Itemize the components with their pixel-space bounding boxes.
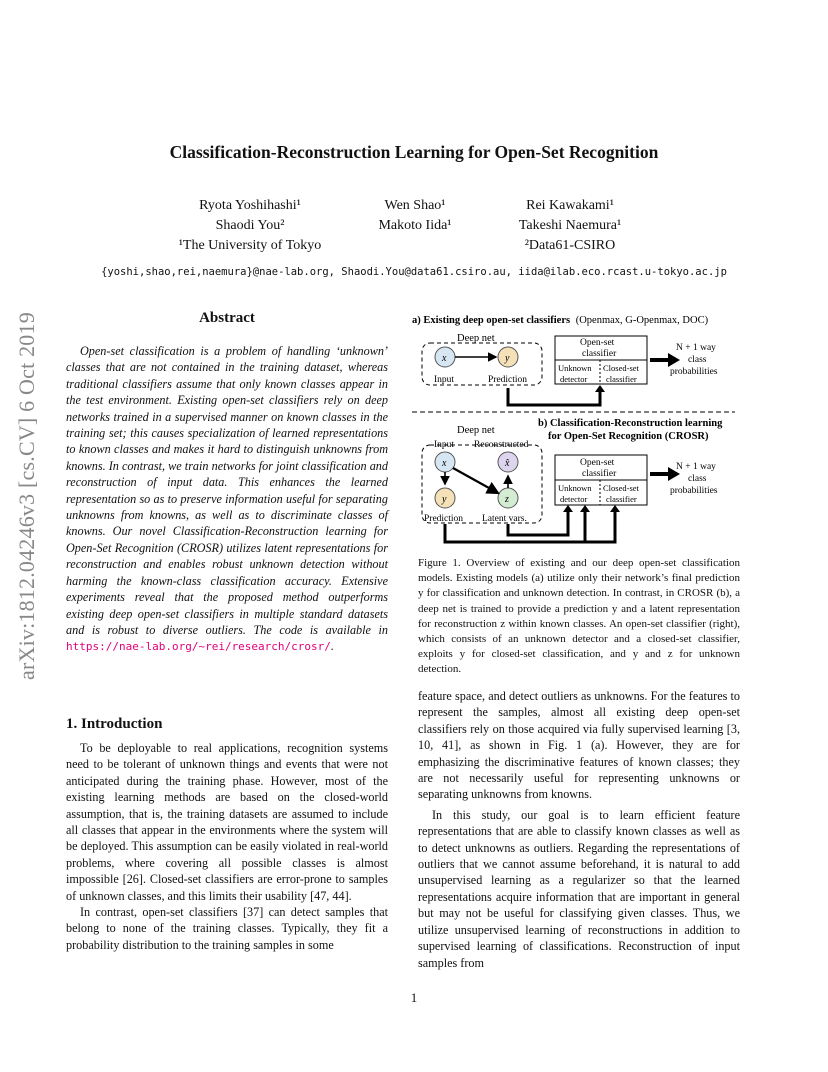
affiliation-1: ¹The University of Tokyo: [178, 238, 322, 253]
author-name: Rei Kawakami¹: [526, 198, 614, 213]
unknown-detector-a: Unknown: [558, 363, 592, 373]
author-column-2: [350, 196, 480, 236]
intro-body: [66, 740, 388, 953]
author-name: Shaodi You²: [215, 218, 285, 233]
unknown-detector-b: Unknown: [558, 483, 592, 493]
code-link[interactable]: https://nae-lab.org/~rei/research/crosr/: [66, 640, 331, 654]
unknown-detector-b2: detector: [560, 494, 588, 504]
output-b2: class: [688, 474, 707, 484]
closed-set-a: Closed-set: [603, 363, 639, 373]
unknown-detector-a2: detector: [560, 374, 588, 384]
closed-set-b2: classifier: [606, 494, 637, 504]
author-column-3: [480, 196, 660, 236]
arrow-x-to-z: [453, 468, 498, 493]
intro-paragraph-1: To be deployable to real applications, recognition systems need to be tolerant of unknown things and events that were not anticipated during the training phase. However, most of the existing learning methods are based on the closed-world assumption, that is, the training datasets are assumed to include all classes that appear in the environments where the system will be deployed. This assumption can be easily violated in real-world problems, where covering all possible classes is almost impossible [26]. Closed-set classifiers are error-prone to samples of unknown classes, and this limits their usability [47, 44].: [66, 741, 388, 903]
node-y-b-label: y: [442, 494, 447, 505]
intro-heading: 1. Introduction: [66, 716, 163, 732]
author-name: Makoto Iida¹: [378, 218, 452, 233]
output-a2: class: [688, 355, 707, 365]
latent-label: Latent vars.: [482, 514, 527, 524]
arxiv-stamp: arXiv:1812.04246v3 [cs.CV] 6 Oct 2019: [14, 312, 39, 680]
author-column-1: [150, 196, 350, 236]
prediction-label-b: Prediction: [424, 514, 464, 524]
output-b1: N + 1 way: [676, 462, 716, 472]
right-paragraph-1: feature space, and detect outliers as unknowns. For the features to represent the samples, almost all existing deep open-set classifiers rely on those acquired via fully supervised learning [3, 10, 41], as shown in Fig. 1 (a). However, they are for emphasizing the discriminative features of known classes; they are not necessarily useful for representing unknowns or separating unknowns from knowns.: [418, 689, 740, 802]
osc-label-b2: classifier: [582, 469, 617, 479]
page-number: 1: [410, 990, 418, 1005]
output-b3: probabilities: [670, 486, 718, 496]
author-name: Wen Shao¹: [384, 198, 446, 213]
node-z-label: z: [505, 494, 509, 505]
node-xhat-label: x̂: [505, 458, 510, 469]
node-x-label: x: [442, 353, 447, 364]
node-y-label: y: [505, 353, 510, 364]
deep-net-label-a: Deep net: [457, 333, 495, 344]
reconstructed-label: Reconstructed: [474, 440, 529, 450]
output-arrow-a: [650, 353, 680, 367]
paper-title: Classification-Reconstruction Learning for Open-Set Recognition: [169, 142, 659, 162]
node-x-b-label: x: [442, 458, 447, 469]
figure-1-caption: Figure 1. Overview of existing and our deep open-set classification models. Existing models (a) utilize only their network’s final prediction y for classification and unknown detection. In contrast, in CROSR (b), a deep net is trained to provide a prediction y and a latent representation for reconstruction z within known classes. An open-set classifier (right), which consists of an unknown detector and a closed-set classifier, exploits y for closed-set classification, and y and z for unknown detection.: [418, 557, 740, 676]
output-a1: N + 1 way: [676, 343, 716, 353]
affiliation-2: ²Data61-CSIRO: [524, 238, 616, 253]
deep-net-label-b: Deep net: [457, 425, 495, 436]
osc-label-a: Open-set: [580, 338, 615, 348]
closed-set-b: Closed-set: [603, 483, 639, 493]
osc-label-a2: classifier: [582, 349, 617, 359]
figure-label-b2: for Open-Set Recognition (CROSR): [548, 431, 709, 442]
output-a3: probabilities: [670, 367, 718, 377]
figure-1-diagram: [410, 310, 740, 550]
feedback-arrow-a: [508, 388, 600, 405]
right-paragraph-2: In this study, our goal is to learn efficient feature representations that are able to classify known classes as well as to detect unknowns as outliers. Regarding the representations of outliers that we cannot assume beforehand, it is natural to add unsupervised learning as a regularizer so that the learned representations acquire information that are important in general but may not be useful for classifying given classes. Thus, we utilize unsupervised learning of reconstructions in addition to supervised learning of classifications. Reconstruction of input samples from: [418, 807, 740, 970]
figure-label-b1: b) Classification-Reconstruction learning: [538, 418, 723, 429]
prediction-label-a: Prediction: [488, 375, 528, 385]
figure-label-a: a) Existing deep open-set classifiers (Openmax, G-Openmax, DOC): [412, 315, 709, 326]
author-name: Takeshi Naemura¹: [518, 218, 622, 233]
abstract-heading: Abstract: [199, 310, 255, 326]
author-name: Ryota Yoshihashi¹: [199, 198, 301, 213]
author-emails: {yoshi,shao,rei,naemura}@nae-lab.org, Shaodi.You@data61.csiro.au, iida@ilab.eco.rcast.u-tokyo.ac.jp: [101, 266, 727, 278]
right-column-body: [418, 688, 740, 971]
osc-label-b: Open-set: [580, 458, 615, 468]
input-label-b: Input: [434, 440, 455, 450]
input-label-a: Input: [434, 375, 455, 385]
closed-set-a2: classifier: [606, 374, 637, 384]
abstract-text: Open-set classification is a problem of handling ‘unknown’ classes that are not contained in the training dataset, whereas traditional classifiers assume that only known classes appear in the test environment. Existing open-set classifiers rely on deep networks trained in a supervised manner on known classes in the training set; this causes specialization of learned representations to known classes and makes it hard to distinguish unknowns from knowns. In contrast, we train networks for joint classification and reconstruction of input data. This enhances the learned representation so as to preserve information useful for separating unknowns from knowns, as well as to discriminate classes of knowns. Our novel Classification-Reconstruction learning for Open-Set Recognition (CROSR) utilizes latent representations for reconstruction and enables robust unknown detection without harming the known-class classification accuracy. Extensive experiments reveal that the proposed method outperforms existing deep open-set classifiers in multiple standard datasets and is robust to diverse outliers. The code is available in https://nae-lab.org/~rei/research/crosr/.: [66, 344, 388, 654]
abstract-body: Open-set classification is a problem of handling ‘unknown’ classes that are not contained in the training dataset, whereas traditional classifiers assume that only known classes appear in the test environment. Existing open-set classifiers rely on deep networks trained in a supervised manner on known classes in the training set; this causes specialization of learned representations to known classes and makes it hard to distinguish unknowns from knowns. In contrast, we train networks for joint classification and reconstruction of input data. This enhances the learned representation so as to preserve information useful for separating unknowns from knowns, as well as to discriminate classes of knowns. Our novel Classification-Reconstruction learning for Open-Set Recognition (CROSR) utilizes latent representations for reconstruction and enables robust unknown detection without harming the known-class classification accuracy. Extensive experiments reveal that the proposed method outperforms existing deep open-set classifiers in multiple standard datasets and is robust to diverse outliers. The code is available in: [66, 344, 388, 637]
intro-paragraph-2: In contrast, open-set classifiers [37] can detect samples that belong to none of the training classes. Typically, they fit a probability distribution to the training samples in some: [66, 905, 388, 952]
